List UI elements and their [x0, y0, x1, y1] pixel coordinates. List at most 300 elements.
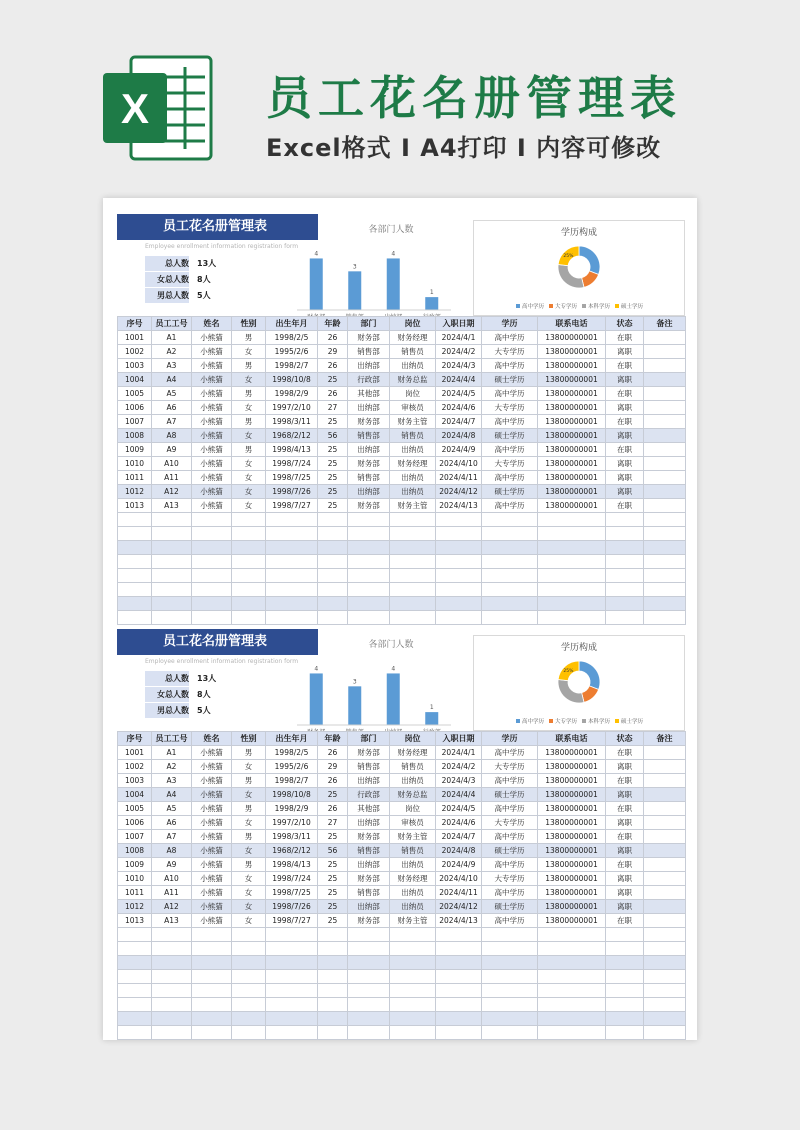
table-cell[interactable]: 13800000001	[538, 499, 606, 513]
empty-cell[interactable]	[192, 942, 232, 956]
empty-cell[interactable]	[318, 1026, 348, 1040]
empty-cell[interactable]	[318, 970, 348, 984]
empty-cell[interactable]	[482, 611, 538, 625]
table-cell[interactable]: 26	[318, 387, 348, 401]
empty-cell[interactable]	[192, 555, 232, 569]
table-cell[interactable]: 13800000001	[538, 401, 606, 415]
empty-cell[interactable]	[152, 984, 192, 998]
table-cell[interactable]: 出纳员	[390, 858, 436, 872]
table-cell[interactable]: 13800000001	[538, 872, 606, 886]
empty-cell[interactable]	[482, 569, 538, 583]
empty-cell[interactable]	[118, 1026, 152, 1040]
table-cell[interactable]: 销售部	[348, 345, 390, 359]
empty-cell[interactable]	[152, 956, 192, 970]
table-cell[interactable]: 出纳员	[390, 471, 436, 485]
table-cell[interactable]: 25	[318, 900, 348, 914]
table-cell[interactable]: 27	[318, 401, 348, 415]
empty-cell[interactable]	[318, 928, 348, 942]
empty-cell[interactable]	[390, 984, 436, 998]
empty-cell[interactable]	[606, 984, 644, 998]
table-cell[interactable]: 1998/3/11	[266, 415, 318, 429]
empty-cell[interactable]	[538, 970, 606, 984]
empty-cell[interactable]	[118, 527, 152, 541]
table-cell[interactable]	[644, 373, 686, 387]
table-cell[interactable]: 在职	[606, 387, 644, 401]
table-cell[interactable]: 13800000001	[538, 359, 606, 373]
table-cell[interactable]: 1998/10/8	[266, 788, 318, 802]
table-cell[interactable]	[644, 415, 686, 429]
table-cell[interactable]: 26	[318, 746, 348, 760]
table-cell[interactable]: 离职	[606, 429, 644, 443]
table-cell[interactable]: 女	[232, 844, 266, 858]
table-cell[interactable]: A2	[152, 345, 192, 359]
table-cell[interactable]: 在职	[606, 830, 644, 844]
empty-cell[interactable]	[482, 998, 538, 1012]
table-cell[interactable]: 13800000001	[538, 788, 606, 802]
empty-cell[interactable]	[538, 942, 606, 956]
table-cell[interactable]: 财务部	[348, 872, 390, 886]
table-cell[interactable]: 1002	[118, 760, 152, 774]
empty-cell[interactable]	[318, 956, 348, 970]
empty-cell[interactable]	[348, 942, 390, 956]
table-cell[interactable]: A10	[152, 872, 192, 886]
empty-cell[interactable]	[152, 541, 192, 555]
empty-cell[interactable]	[644, 970, 686, 984]
empty-cell[interactable]	[348, 527, 390, 541]
table-cell[interactable]: 1998/7/26	[266, 900, 318, 914]
table-cell[interactable]: 离职	[606, 345, 644, 359]
empty-cell[interactable]	[538, 956, 606, 970]
table-cell[interactable]: 小熊猫	[192, 760, 232, 774]
empty-cell[interactable]	[606, 1026, 644, 1040]
empty-cell[interactable]	[538, 1026, 606, 1040]
empty-cell[interactable]	[192, 998, 232, 1012]
empty-cell[interactable]	[266, 998, 318, 1012]
table-cell[interactable]: 25	[318, 872, 348, 886]
empty-cell[interactable]	[318, 597, 348, 611]
table-cell[interactable]: 2024/4/2	[436, 760, 482, 774]
table-cell[interactable]: 2024/4/7	[436, 415, 482, 429]
empty-cell[interactable]	[606, 1012, 644, 1026]
empty-cell[interactable]	[482, 513, 538, 527]
empty-cell[interactable]	[266, 956, 318, 970]
table-cell[interactable]: 硕士学历	[482, 373, 538, 387]
empty-cell[interactable]	[266, 555, 318, 569]
table-cell[interactable]: A4	[152, 788, 192, 802]
table-cell[interactable]: 1009	[118, 858, 152, 872]
table-cell[interactable]: 女	[232, 457, 266, 471]
empty-cell[interactable]	[606, 956, 644, 970]
empty-cell[interactable]	[606, 597, 644, 611]
table-cell[interactable]: 行政部	[348, 373, 390, 387]
table-cell[interactable]: 小熊猫	[192, 830, 232, 844]
empty-cell[interactable]	[644, 1026, 686, 1040]
table-cell[interactable]: 1005	[118, 387, 152, 401]
table-cell[interactable]: 其他部	[348, 802, 390, 816]
table-cell[interactable]: 出纳员	[390, 886, 436, 900]
empty-cell[interactable]	[538, 928, 606, 942]
empty-cell[interactable]	[436, 928, 482, 942]
table-cell[interactable]: A13	[152, 499, 192, 513]
empty-cell[interactable]	[436, 583, 482, 597]
table-cell[interactable]: 小熊猫	[192, 802, 232, 816]
table-cell[interactable]: 1012	[118, 900, 152, 914]
table-cell[interactable]: 离职	[606, 872, 644, 886]
table-cell[interactable]: 1968/2/12	[266, 429, 318, 443]
table-cell[interactable]: 1998/2/5	[266, 746, 318, 760]
empty-cell[interactable]	[118, 984, 152, 998]
empty-cell[interactable]	[482, 597, 538, 611]
table-cell[interactable]: 2024/4/6	[436, 401, 482, 415]
empty-cell[interactable]	[232, 583, 266, 597]
table-cell[interactable]: 财务经理	[390, 746, 436, 760]
table-cell[interactable]: 13800000001	[538, 485, 606, 499]
table-cell[interactable]	[644, 844, 686, 858]
empty-cell[interactable]	[266, 541, 318, 555]
empty-cell[interactable]	[348, 998, 390, 1012]
empty-cell[interactable]	[606, 928, 644, 942]
table-cell[interactable]: 出纳员	[390, 774, 436, 788]
empty-cell[interactable]	[482, 928, 538, 942]
table-cell[interactable]	[644, 788, 686, 802]
table-cell[interactable]: 2024/4/4	[436, 788, 482, 802]
empty-cell[interactable]	[232, 611, 266, 625]
table-cell[interactable]: A2	[152, 760, 192, 774]
table-cell[interactable]	[644, 830, 686, 844]
table-cell[interactable]: 1013	[118, 499, 152, 513]
table-cell[interactable]: 13800000001	[538, 331, 606, 345]
table-cell[interactable]: 1995/2/6	[266, 760, 318, 774]
empty-cell[interactable]	[482, 956, 538, 970]
empty-cell[interactable]	[436, 513, 482, 527]
empty-cell[interactable]	[538, 541, 606, 555]
table-cell[interactable]: 女	[232, 788, 266, 802]
table-cell[interactable]: 1003	[118, 774, 152, 788]
empty-cell[interactable]	[538, 984, 606, 998]
empty-cell[interactable]	[318, 569, 348, 583]
empty-cell[interactable]	[232, 942, 266, 956]
table-cell[interactable]: 1998/7/27	[266, 499, 318, 513]
table-cell[interactable]: 25	[318, 858, 348, 872]
table-cell[interactable]: 2024/4/3	[436, 774, 482, 788]
table-cell[interactable]: 硕士学历	[482, 900, 538, 914]
empty-cell[interactable]	[390, 942, 436, 956]
table-cell[interactable]: A9	[152, 858, 192, 872]
empty-cell[interactable]	[232, 555, 266, 569]
table-cell[interactable]	[644, 387, 686, 401]
empty-cell[interactable]	[266, 513, 318, 527]
empty-cell[interactable]	[436, 555, 482, 569]
table-cell[interactable]: 高中学历	[482, 359, 538, 373]
empty-cell[interactable]	[118, 928, 152, 942]
table-cell[interactable]: 2024/4/9	[436, 858, 482, 872]
table-cell[interactable]: 2024/4/2	[436, 345, 482, 359]
table-cell[interactable]: A1	[152, 746, 192, 760]
empty-cell[interactable]	[390, 597, 436, 611]
empty-cell[interactable]	[118, 970, 152, 984]
table-cell[interactable]: 高中学历	[482, 387, 538, 401]
table-cell[interactable]: 高中学历	[482, 802, 538, 816]
table-cell[interactable]: 1001	[118, 746, 152, 760]
empty-cell[interactable]	[436, 541, 482, 555]
table-cell[interactable]: 高中学历	[482, 746, 538, 760]
table-cell[interactable]: 26	[318, 802, 348, 816]
empty-cell[interactable]	[606, 970, 644, 984]
table-cell[interactable]: 高中学历	[482, 774, 538, 788]
table-cell[interactable]: A12	[152, 900, 192, 914]
empty-cell[interactable]	[644, 998, 686, 1012]
table-cell[interactable]: 小熊猫	[192, 872, 232, 886]
empty-cell[interactable]	[232, 597, 266, 611]
table-cell[interactable]	[644, 746, 686, 760]
table-cell[interactable]: 财务总监	[390, 373, 436, 387]
table-cell[interactable]: 女	[232, 499, 266, 513]
table-cell[interactable]: 小熊猫	[192, 485, 232, 499]
table-cell[interactable]: 2024/4/11	[436, 886, 482, 900]
empty-cell[interactable]	[606, 569, 644, 583]
empty-cell[interactable]	[266, 597, 318, 611]
table-cell[interactable]	[644, 345, 686, 359]
table-cell[interactable]: 销售员	[390, 345, 436, 359]
table-cell[interactable]: 出纳员	[390, 443, 436, 457]
empty-cell[interactable]	[348, 970, 390, 984]
table-cell[interactable]: 1001	[118, 331, 152, 345]
empty-cell[interactable]	[390, 1026, 436, 1040]
table-cell[interactable]: 离职	[606, 844, 644, 858]
table-cell[interactable]: 56	[318, 844, 348, 858]
table-cell[interactable]: 小熊猫	[192, 345, 232, 359]
table-cell[interactable]: 小熊猫	[192, 499, 232, 513]
empty-cell[interactable]	[266, 527, 318, 541]
empty-cell[interactable]	[348, 956, 390, 970]
table-cell[interactable]: 27	[318, 816, 348, 830]
empty-cell[interactable]	[118, 597, 152, 611]
table-cell[interactable]: 1008	[118, 429, 152, 443]
empty-cell[interactable]	[266, 942, 318, 956]
table-cell[interactable]: 13800000001	[538, 816, 606, 830]
table-cell[interactable]: 高中学历	[482, 914, 538, 928]
empty-cell[interactable]	[118, 998, 152, 1012]
table-cell[interactable]: 25	[318, 373, 348, 387]
table-cell[interactable]: 财务经理	[390, 331, 436, 345]
table-cell[interactable]: 小熊猫	[192, 886, 232, 900]
table-cell[interactable]: 25	[318, 886, 348, 900]
empty-cell[interactable]	[118, 541, 152, 555]
table-cell[interactable]: 财务部	[348, 331, 390, 345]
table-cell[interactable]: 13800000001	[538, 471, 606, 485]
table-cell[interactable]: 高中学历	[482, 830, 538, 844]
table-cell[interactable]: 销售员	[390, 844, 436, 858]
empty-cell[interactable]	[348, 611, 390, 625]
empty-cell[interactable]	[644, 1012, 686, 1026]
table-cell[interactable]: 大专学历	[482, 760, 538, 774]
table-cell[interactable]: 小熊猫	[192, 774, 232, 788]
table-cell[interactable]: 1013	[118, 914, 152, 928]
table-cell[interactable]	[644, 900, 686, 914]
empty-cell[interactable]	[390, 541, 436, 555]
table-cell[interactable]: 1998/4/13	[266, 443, 318, 457]
table-cell[interactable]: 2024/4/13	[436, 499, 482, 513]
table-cell[interactable]: 高中学历	[482, 886, 538, 900]
empty-cell[interactable]	[482, 1012, 538, 1026]
empty-cell[interactable]	[232, 513, 266, 527]
empty-cell[interactable]	[644, 611, 686, 625]
table-cell[interactable]: 1998/7/27	[266, 914, 318, 928]
table-cell[interactable]: 1005	[118, 802, 152, 816]
table-cell[interactable]: 小熊猫	[192, 746, 232, 760]
table-cell[interactable]: 2024/4/5	[436, 802, 482, 816]
table-cell[interactable]: A5	[152, 802, 192, 816]
empty-cell[interactable]	[436, 569, 482, 583]
table-cell[interactable]: 硕士学历	[482, 788, 538, 802]
table-cell[interactable]: 小熊猫	[192, 359, 232, 373]
table-cell[interactable]	[644, 471, 686, 485]
table-cell[interactable]: 25	[318, 914, 348, 928]
table-cell[interactable]: 硕士学历	[482, 429, 538, 443]
table-cell[interactable]: 2024/4/9	[436, 443, 482, 457]
table-cell[interactable]: 1998/10/8	[266, 373, 318, 387]
table-cell[interactable]: 财务经理	[390, 872, 436, 886]
empty-cell[interactable]	[318, 555, 348, 569]
table-cell[interactable]: 女	[232, 429, 266, 443]
table-cell[interactable]: 25	[318, 485, 348, 499]
table-cell[interactable]: 13800000001	[538, 345, 606, 359]
empty-cell[interactable]	[118, 942, 152, 956]
table-cell[interactable]: A6	[152, 816, 192, 830]
empty-cell[interactable]	[538, 1012, 606, 1026]
empty-cell[interactable]	[348, 513, 390, 527]
table-cell[interactable]: 在职	[606, 499, 644, 513]
table-cell[interactable]: 出纳部	[348, 900, 390, 914]
table-cell[interactable]: 在职	[606, 858, 644, 872]
table-cell[interactable]: 财务部	[348, 746, 390, 760]
empty-cell[interactable]	[606, 583, 644, 597]
table-cell[interactable]: 高中学历	[482, 858, 538, 872]
empty-cell[interactable]	[436, 597, 482, 611]
table-cell[interactable]: 其他部	[348, 387, 390, 401]
empty-cell[interactable]	[348, 1026, 390, 1040]
table-cell[interactable]: 29	[318, 345, 348, 359]
table-cell[interactable]: 小熊猫	[192, 415, 232, 429]
table-cell[interactable]: 1006	[118, 401, 152, 415]
table-cell[interactable]	[644, 331, 686, 345]
table-cell[interactable]: 13800000001	[538, 900, 606, 914]
empty-cell[interactable]	[644, 541, 686, 555]
table-cell[interactable]: 小熊猫	[192, 844, 232, 858]
table-cell[interactable]: 2024/4/10	[436, 872, 482, 886]
empty-cell[interactable]	[538, 555, 606, 569]
table-cell[interactable]: 13800000001	[538, 746, 606, 760]
empty-cell[interactable]	[118, 569, 152, 583]
table-cell[interactable]	[644, 816, 686, 830]
table-cell[interactable]: 13800000001	[538, 830, 606, 844]
table-cell[interactable]: 财务部	[348, 499, 390, 513]
table-cell[interactable]: 女	[232, 471, 266, 485]
table-cell[interactable]: 女	[232, 485, 266, 499]
table-cell[interactable]: 1998/2/9	[266, 802, 318, 816]
table-cell[interactable]: 高中学历	[482, 471, 538, 485]
table-cell[interactable]: 高中学历	[482, 443, 538, 457]
empty-cell[interactable]	[152, 970, 192, 984]
table-cell[interactable]: A1	[152, 331, 192, 345]
table-cell[interactable]: 13800000001	[538, 373, 606, 387]
empty-cell[interactable]	[482, 583, 538, 597]
table-cell[interactable]: 13800000001	[538, 886, 606, 900]
table-cell[interactable]: 出纳员	[390, 485, 436, 499]
empty-cell[interactable]	[152, 928, 192, 942]
table-cell[interactable]	[644, 914, 686, 928]
empty-cell[interactable]	[538, 513, 606, 527]
table-cell[interactable]: 小熊猫	[192, 816, 232, 830]
table-cell[interactable]: 1998/2/7	[266, 359, 318, 373]
table-cell[interactable]: 离职	[606, 401, 644, 415]
table-cell[interactable]: 2024/4/8	[436, 844, 482, 858]
empty-cell[interactable]	[436, 527, 482, 541]
table-cell[interactable]: 1998/2/7	[266, 774, 318, 788]
empty-cell[interactable]	[436, 970, 482, 984]
empty-cell[interactable]	[390, 956, 436, 970]
empty-cell[interactable]	[232, 928, 266, 942]
table-cell[interactable]: 男	[232, 858, 266, 872]
table-cell[interactable]: 大专学历	[482, 816, 538, 830]
table-cell[interactable]: 销售员	[390, 760, 436, 774]
empty-cell[interactable]	[436, 611, 482, 625]
table-cell[interactable]: 1008	[118, 844, 152, 858]
table-cell[interactable]: 大专学历	[482, 345, 538, 359]
table-cell[interactable]: 女	[232, 345, 266, 359]
table-cell[interactable]: 13800000001	[538, 844, 606, 858]
table-cell[interactable]: 26	[318, 774, 348, 788]
table-cell[interactable]: 1968/2/12	[266, 844, 318, 858]
table-cell[interactable]: 25	[318, 830, 348, 844]
table-cell[interactable]: A6	[152, 401, 192, 415]
table-cell[interactable]: 1998/3/11	[266, 830, 318, 844]
table-cell[interactable]: 2024/4/12	[436, 485, 482, 499]
table-cell[interactable]: 离职	[606, 788, 644, 802]
table-cell[interactable]: 财务主管	[390, 914, 436, 928]
empty-cell[interactable]	[436, 984, 482, 998]
table-cell[interactable]: 2024/4/13	[436, 914, 482, 928]
table-cell[interactable]: 男	[232, 830, 266, 844]
table-cell[interactable]: 25	[318, 457, 348, 471]
empty-cell[interactable]	[436, 1026, 482, 1040]
empty-cell[interactable]	[644, 569, 686, 583]
empty-cell[interactable]	[482, 970, 538, 984]
table-cell[interactable]: 1011	[118, 471, 152, 485]
table-cell[interactable]: 1007	[118, 830, 152, 844]
table-cell[interactable]: 13800000001	[538, 858, 606, 872]
empty-cell[interactable]	[318, 583, 348, 597]
table-cell[interactable]: 高中学历	[482, 415, 538, 429]
table-cell[interactable]: 1011	[118, 886, 152, 900]
table-cell[interactable]	[644, 443, 686, 457]
table-cell[interactable]: A5	[152, 387, 192, 401]
table-cell[interactable]: 在职	[606, 415, 644, 429]
table-cell[interactable]: 女	[232, 886, 266, 900]
table-cell[interactable]: 小熊猫	[192, 429, 232, 443]
empty-cell[interactable]	[192, 541, 232, 555]
table-cell[interactable]: 出纳部	[348, 359, 390, 373]
empty-cell[interactable]	[644, 513, 686, 527]
empty-cell[interactable]	[538, 583, 606, 597]
empty-cell[interactable]	[152, 513, 192, 527]
table-cell[interactable]: A11	[152, 886, 192, 900]
table-cell[interactable]: 审核员	[390, 401, 436, 415]
empty-cell[interactable]	[348, 1012, 390, 1026]
table-cell[interactable]: 1998/7/24	[266, 457, 318, 471]
table-cell[interactable]: 2024/4/11	[436, 471, 482, 485]
empty-cell[interactable]	[436, 956, 482, 970]
